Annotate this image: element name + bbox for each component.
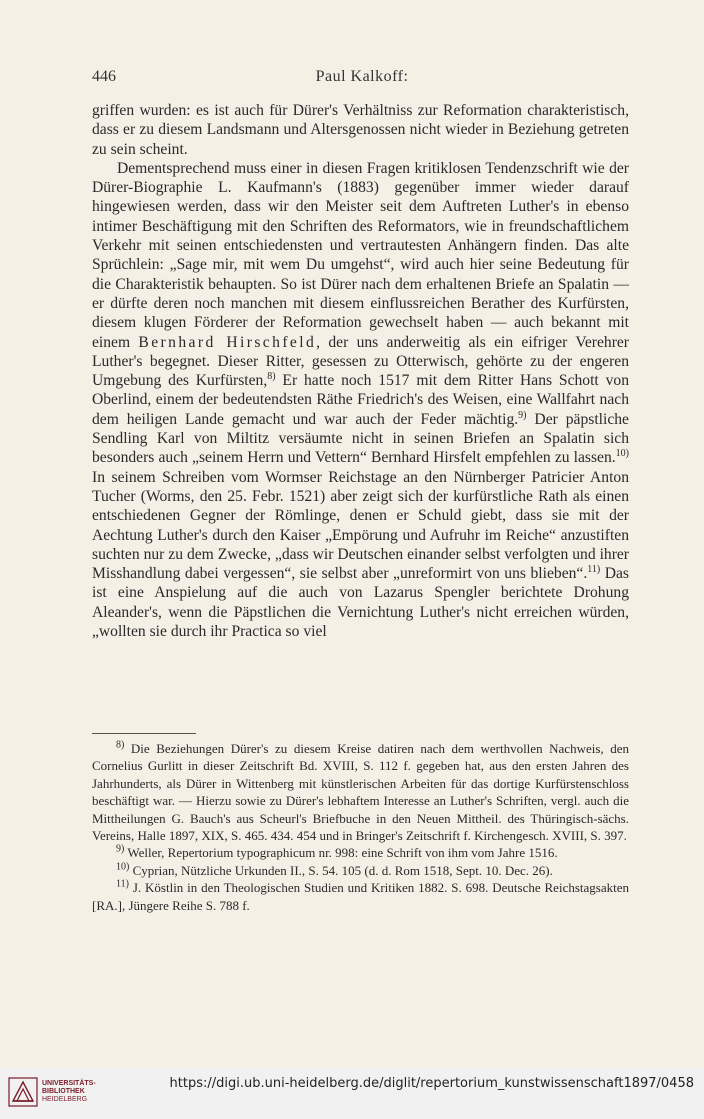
footnote-text: Weller, Repertorium typographicum nr. 998: eine Schrift von ihm vom Jahre 1516.	[124, 845, 558, 861]
footnote-divider	[92, 733, 196, 734]
library-name-line-1: UNIVERSITÄTS-	[42, 1080, 96, 1087]
footnote-11	[92, 879, 629, 914]
university-library-seal-icon[interactable]	[8, 1077, 38, 1107]
footnote-mark: 11)	[116, 878, 129, 890]
page-number: 446	[92, 68, 116, 85]
paragraph-2-part-c: Er hatte noch 1517 mit dem Ritter Hans Schott von Oberlind, einem der bedeutendsten Räthe Friedrich's des Weisen, eine Wallfahrt nach dem heiligen Lande gemacht und war auch der Feder mächtig.	[92, 372, 629, 428]
footnote-text: J. Köstlin in den Theologischen Studien und Kritiken 1882. S. 698. Deutsche Reichstagsakten [RA.], Jüngere Reihe S. 788 f.	[92, 880, 629, 913]
name-spaced: Bernhard Hirschfeld	[138, 333, 317, 351]
footnotes	[92, 740, 629, 914]
library-name	[42, 1080, 96, 1104]
footnote-ref-11[interactable]: 11)	[587, 563, 601, 575]
footnote-ref-9[interactable]: 9)	[518, 409, 527, 421]
main-text	[92, 101, 629, 641]
paragraph-2-part-a: Dementsprechend muss einer in diesen Fragen kritiklosen Tendenzschrift wie der Dürer-Biographie L. Kaufmann's (1883) gegenüber immer wieder darauf hingewiesen werden, dass wir den Meister seit dem Auftreten Luther's in ebenso intimer Beschäftigung mit den Schriften des Reformators, wie in freundschaftlichem Verkehr mit seinen entschiedensten und vertrautesten Anhängern finden. Das alte Sprüchlein: „Sage mir, mit wem Du umgehst“, wird auch hier seine Bedeutung für die Charakteristik behaupten. So ist Dürer nach dem erhaltenen Briefe an Spalatin — er dürfte deren noch manchen mit diesem einflussreichen Berather des Kurfürsten, diesem klugen Förderer der Reformation gewechselt haben — auch bekannt mit einem	[92, 159, 629, 351]
running-title: Paul Kalkoff:	[315, 68, 409, 85]
permalink-url[interactable]: https://digi.ub.uni-heidelberg.de/diglit/repertorium_kunstwissenschaft1897/0458	[169, 1076, 694, 1091]
footnote-mark: 9)	[116, 844, 125, 856]
paragraph-2	[92, 159, 629, 641]
paragraph-2-part-b: , der uns anderweitig als ein eifriger Verehrer Luther's begegnet. Dieser Ritter, gesessen zu Otterwisch, gehörte zu der engeren Umgebung des Kurfürsten,	[92, 333, 630, 390]
viewer-footer	[0, 1068, 704, 1119]
paragraph-2-part-e: In seinem Schreiben vom Wormser Reichstage an den Nürnberger Patricier Anton Tucher (Worms, den 25. Febr. 1521) aber zeigt sich der kurfürstliche Rath als einen entschiedenen Gegner der Römlinge, denen er Schuld giebt, dass sie mit der Aechtung Luther's durch den Kaiser „Empörung und Aufruhr im Reiche“ anzustiften suchten nur zu dem Zwecke, „dass wir Deutschen einander selbst verfolgten und ihrer Misshandlung dabei vergessen“, sie selbst aber „unreformirt von uns blieben“.	[92, 468, 629, 583]
paragraph-1: griffen wurden: es ist auch für Dürer's Verhältniss zur Reformation charakteristisch, dass er zu diesem Landsmann und Altersgenossen nicht wieder in Beziehung getreten zu sein scheint.	[92, 102, 629, 158]
footnote-8	[92, 740, 629, 844]
footnote-10	[92, 862, 629, 879]
library-name-line-3: HEIDELBERG	[42, 1096, 88, 1103]
footnote-mark: 10)	[116, 861, 130, 873]
footnote-9	[92, 844, 629, 861]
paragraph-2-part-f: Das ist eine Anspielung auf die auch von Lazarus Spengler berichtete Drohung Aleander's, wenn die Päpstlichen die Vernichtung Luther's nicht erreichen würden, „wollten sie durch ihr Practica so viel	[92, 565, 629, 641]
footnote-text: Cyprian, Nützliche Urkunden II., S. 54. 105 (d. d. Rom 1518, Sept. 10. Dec. 26).	[129, 862, 553, 878]
footnote-mark: 8)	[116, 739, 125, 751]
paragraph-2-part-d: Der päpstliche Sendling Karl von Miltitz versäumte nicht in seinen Briefen an Spalatin sich besonders auch „seinem Herrn und Vettern“ Bernhard Hirsfelt empfehlen zu lassen.	[92, 410, 629, 467]
footnote-ref-10[interactable]: 10)	[615, 448, 629, 460]
running-header	[92, 68, 632, 92]
footnote-ref-8[interactable]: 8)	[267, 370, 276, 382]
footnote-text: Die Beziehungen Dürer's zu diesem Kreise datiren nach dem werthvollen Nachweis, den Cornelius Gurlitt in dieser Zeitschrift Bd. XVIII, S. 112 f. gegeben hat, aus den ersten Jahren des Jahrhunderts, als Dürer in Wittenberg mit künstlerischen Arbeiten für das dortige Kurfürstenschloss beschäftigt war. — Hierzu sowie zu Dürer's lebhaftem Interesse an Luther's Schriften, vergl. auch die Mittheilungen G. Bauch's aus Scheurl's Briefbuche in den Neuen Mittheil. des Thüringisch-sächs. Vereins, Halle 1897, XIX, S. 465. 434. 454 und in Bringer's Zeitschrift f. Kirchengesch. XVIII, S. 397.	[92, 741, 629, 844]
library-name-line-2: BIBLIOTHEK	[42, 1088, 85, 1095]
